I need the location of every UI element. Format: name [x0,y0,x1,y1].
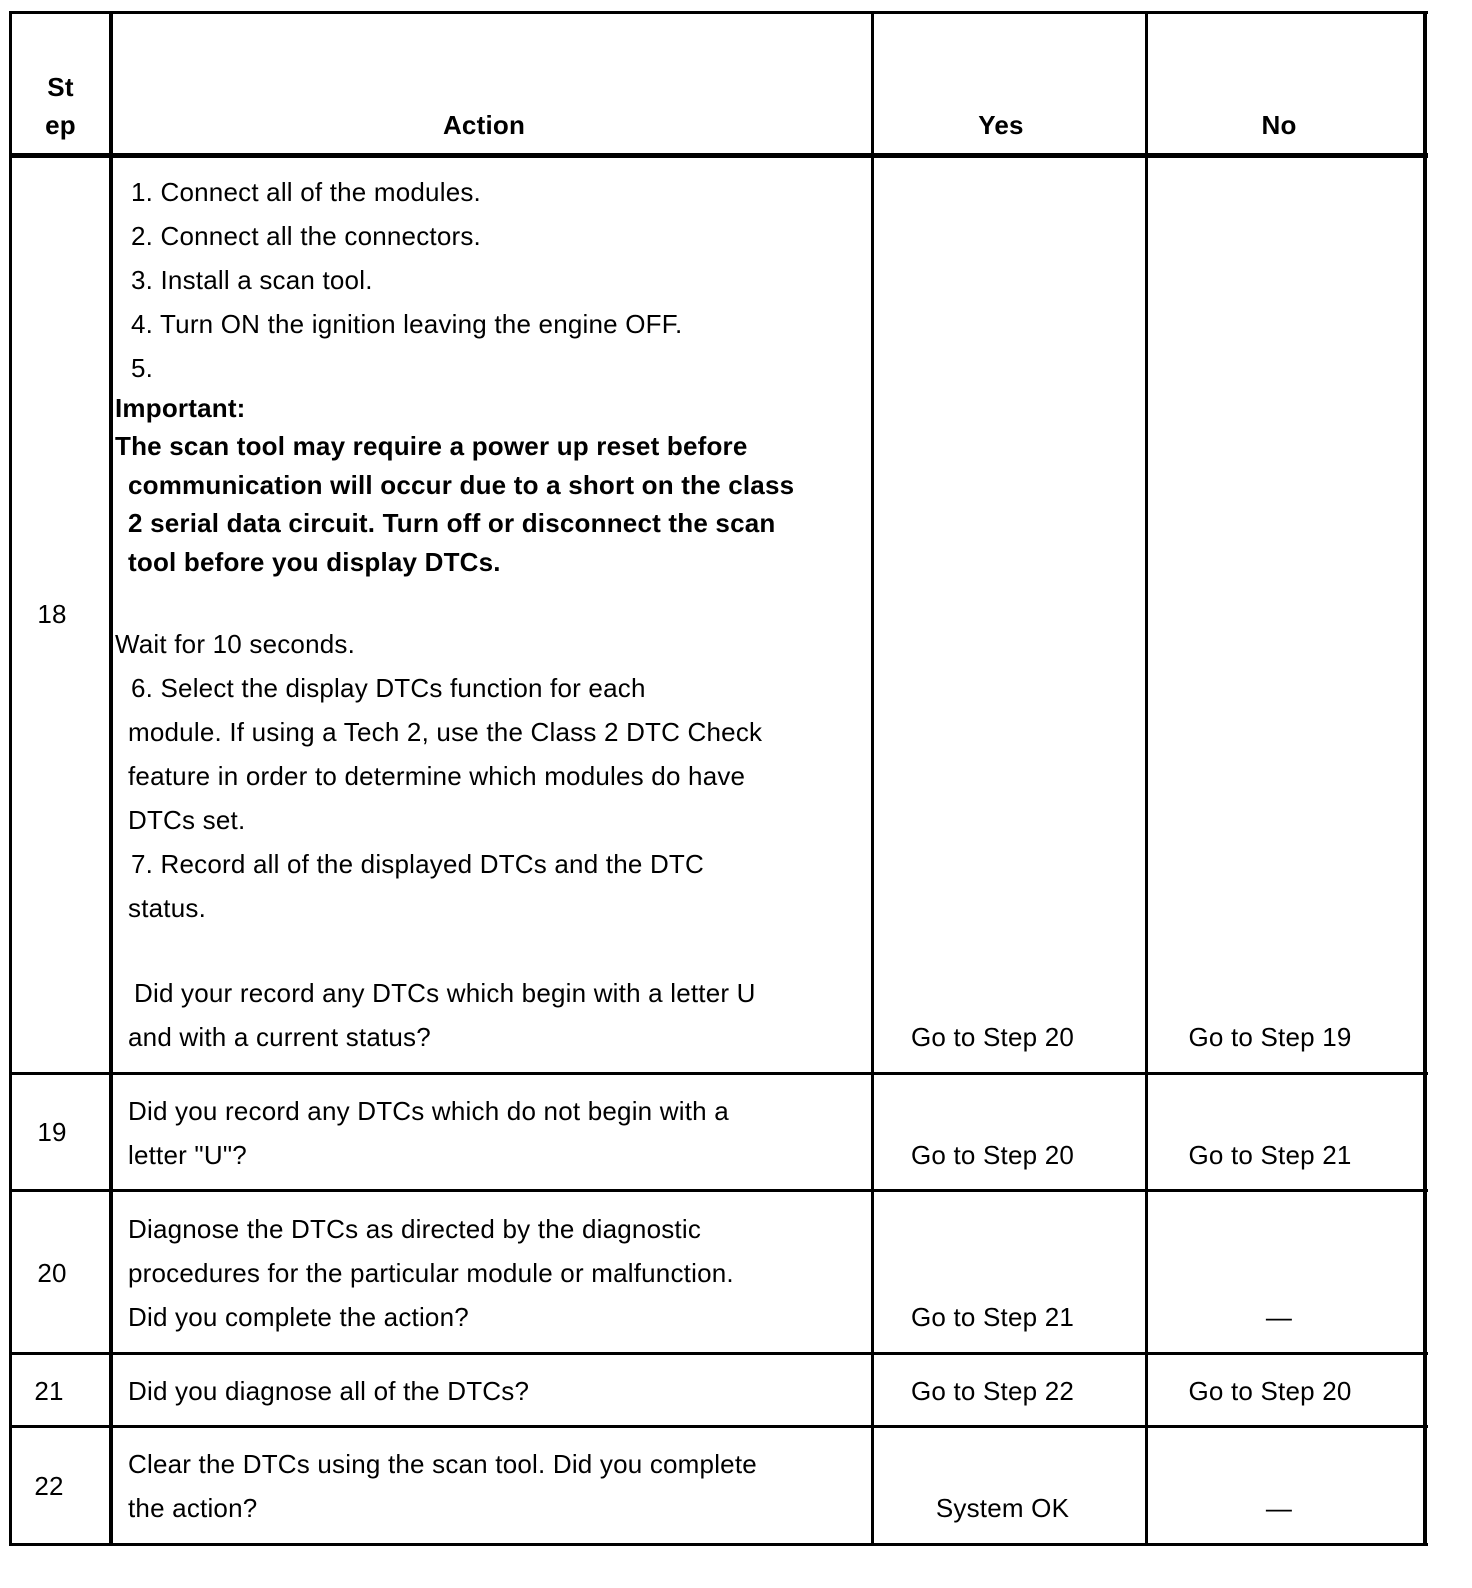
action-item: 3. Install a scan tool. [131,265,373,295]
action-text: Diagnose the DTCs as directed by the diagnostic [128,1214,702,1244]
action-text: Did you record any DTCs which do not begin with a [128,1096,729,1126]
header-yes: Yes [978,110,1024,140]
yes-action: Go to Step 20 [910,1022,1075,1052]
action-item-continuation: module. If using a Tech 2, use the Class 2 DTC Check [128,717,763,747]
question-text: Did your record any DTCs which begin with a letter U [134,978,756,1008]
no-action: Go to Step 20 [1188,1376,1352,1406]
header-step-line1: St [47,72,74,102]
question-text: and with a current status? [128,1022,431,1052]
header-step-line2: ep [45,110,76,140]
action-item: 7. Record all of the displayed DTCs and the DTC [131,849,704,879]
step-number: 20 [37,1258,67,1288]
header-no: No [1261,110,1297,140]
action-text: the action? [128,1493,258,1523]
yes-action: Go to Step 21 [910,1302,1075,1332]
action-text: Clear the DTCs using the scan tool. Did you complete [128,1449,757,1479]
action-text: letter "U"? [128,1140,247,1170]
important-text: The scan tool may require a power up reset before [115,431,748,461]
row-divider [9,1352,1428,1355]
yes-action: System OK [935,1493,1070,1523]
no-action: — [1265,1302,1293,1332]
action-item-continuation: DTCs set. [128,805,246,835]
action-item-continuation: feature in order to determine which modules do have [128,761,746,791]
step-number: 21 [34,1376,64,1406]
step-number: 18 [37,599,67,629]
important-text: tool before you display DTCs. [128,547,501,577]
important-text: 2 serial data circuit. Turn off or disconnect the scan [128,508,776,538]
row-divider [9,1425,1428,1428]
row-divider [9,1072,1428,1075]
header-bottom-border [9,153,1428,158]
header-action: Action [442,110,526,140]
action-text: Did you diagnose all of the DTCs? [128,1376,530,1406]
step-number: 22 [34,1471,64,1501]
action-item-continuation: status. [128,893,206,923]
action-text: Did you complete the action? [128,1302,469,1332]
action-item: 5. [131,353,154,383]
no-action: Go to Step 19 [1188,1022,1352,1052]
row-divider [9,1189,1428,1192]
table-left-border [9,11,12,1546]
important-label: Important: [115,393,246,423]
action-item: 1. Connect all of the modules. [131,177,481,207]
action-item: 2. Connect all the connectors. [131,221,481,251]
yes-action: Go to Step 20 [910,1140,1075,1170]
wait-text: Wait for 10 seconds. [115,629,356,659]
step-number: 19 [37,1117,67,1147]
yes-action: Go to Step 22 [910,1376,1075,1406]
table-bottom-border [9,1543,1428,1546]
no-action: — [1265,1493,1293,1523]
table-top-border [9,11,1428,14]
no-action: Go to Step 21 [1188,1140,1352,1170]
column-divider [109,11,113,1546]
table-right-border [1423,11,1427,1546]
action-item: 4. Turn ON the ignition leaving the engine OFF. [131,309,683,339]
action-item: 6. Select the display DTCs function for each [131,673,646,703]
important-text: communication will occur due to a short on the class [128,470,795,500]
action-text: procedures for the particular module or malfunction. [128,1258,734,1288]
